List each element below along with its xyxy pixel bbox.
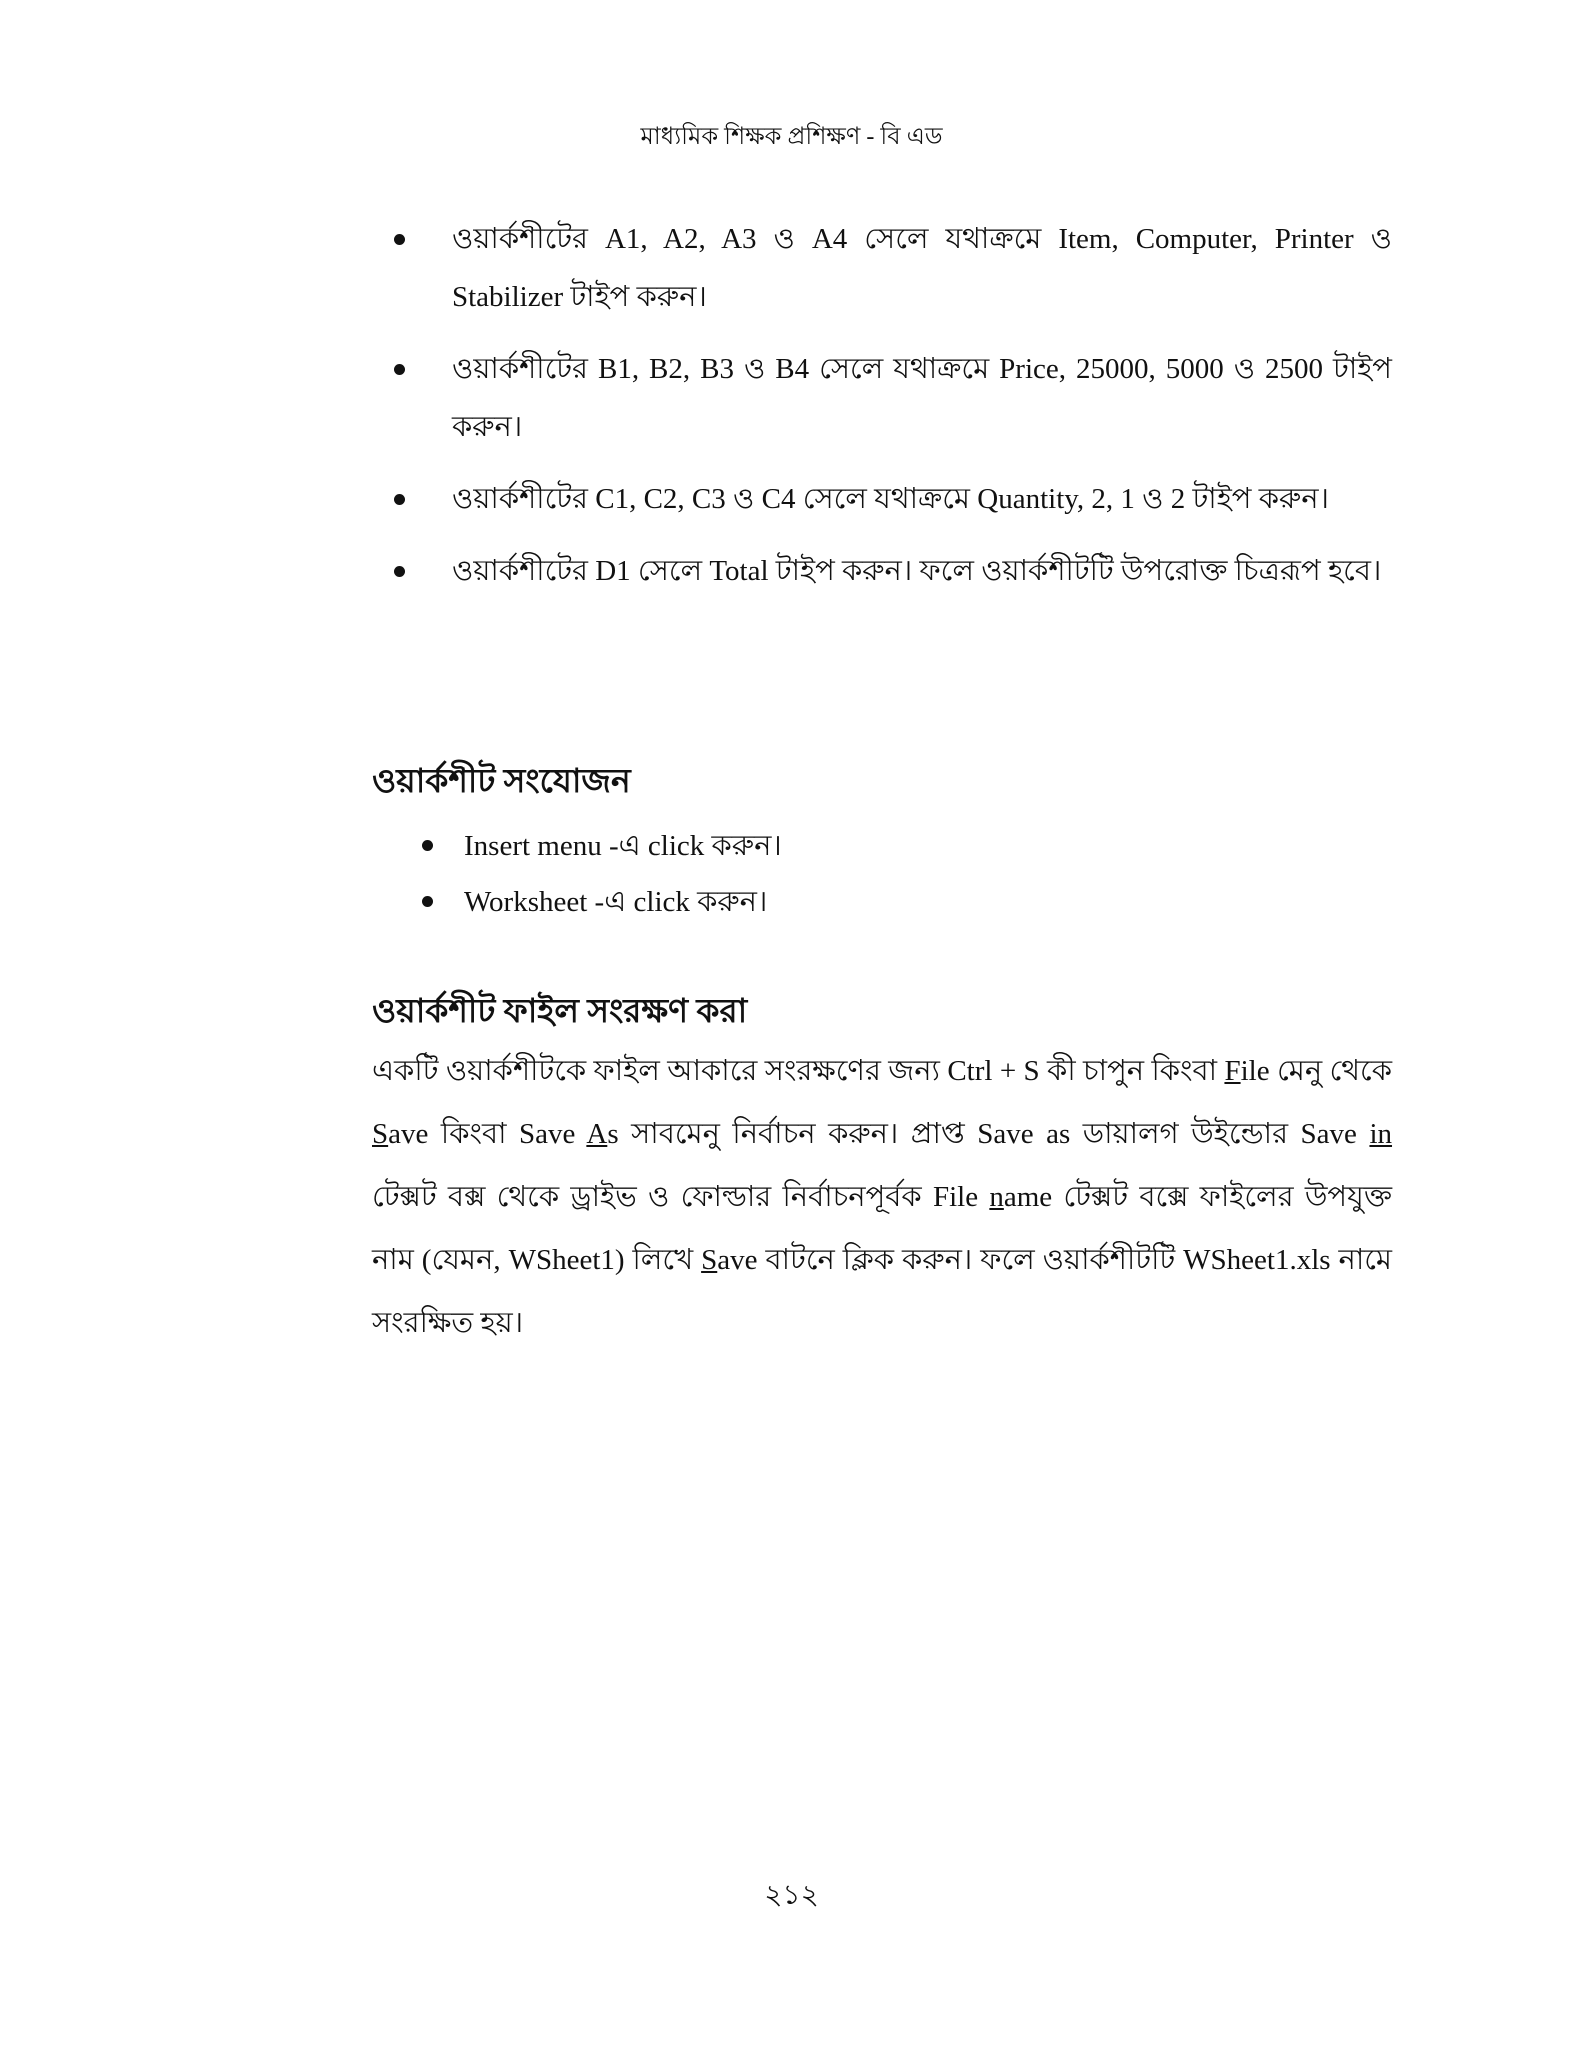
- step-text: ওয়ার্কশীটের C1, C2, C3 ও C4 সেলে যথাক্রমে Quantity, 2, 1 ও 2 টাইপ করুন।: [452, 483, 1329, 515]
- para-text: ile: [1240, 1055, 1270, 1087]
- save-instructions-paragraph: [372, 1040, 1392, 1355]
- save-in-label: in: [1369, 1118, 1393, 1150]
- running-header: মাধ্যমিক শিক্ষক প্রশিক্ষণ - বি এড: [640, 124, 943, 150]
- bullet-icon: [422, 840, 433, 851]
- para-text: কিংবা Save: [428, 1118, 587, 1150]
- bullet-icon: [394, 234, 405, 245]
- section-heading-save-worksheet: ওয়ার্কশীট ফাইল সংরক্ষণ করা: [372, 994, 748, 1030]
- save-button-accelerator-key: S: [701, 1244, 718, 1276]
- step-text: Insert menu -এ click করুন।: [464, 830, 782, 862]
- step-text: Worksheet -এ click করুন।: [464, 886, 768, 918]
- para-text: ave: [717, 1244, 758, 1276]
- bullet-icon: [394, 364, 405, 375]
- step-item-a-column: [452, 210, 1392, 326]
- para-text: সাবমেনু নির্বাচন করুন। প্রাপ্ত Save as ডায়ালগ উইন্ডোর Save: [618, 1118, 1370, 1150]
- bullet-icon: [394, 494, 405, 505]
- step-item-b-column: [452, 340, 1392, 456]
- save-accelerator-key: S: [372, 1118, 389, 1150]
- step-item-insert-menu: [464, 818, 1164, 874]
- step-item-d-column: [452, 542, 1392, 600]
- step-text: ওয়ার্কশীটের D1 সেলে Total টাইপ করুন। ফলে ওয়ার্কশীটটি উপরোক্ত চিত্ররূপ হবে।: [452, 555, 1382, 587]
- para-text: মেনু থেকে: [1269, 1055, 1392, 1087]
- file-name-accelerator-key: n: [989, 1181, 1004, 1213]
- section-heading-add-worksheet: ওয়ার্কশীট সংযোজন: [372, 764, 631, 800]
- add-worksheet-steps: [464, 818, 1164, 930]
- step-text: ওয়ার্কশীটের B1, B2, B3 ও B4 সেলে যথাক্রমে Price, 25000, 5000 ও 2500 টাইপ করুন।: [452, 353, 1392, 443]
- file-accelerator-key: F: [1224, 1055, 1241, 1087]
- bullet-icon: [422, 896, 433, 907]
- bullet-icon: [394, 566, 405, 577]
- para-text: বাটনে ক্লিক করুন। ফলে ওয়ার্কশীটটি WSheet1.xls নামে সংরক্ষিত হয়।: [372, 1244, 1392, 1339]
- para-text: s: [607, 1118, 619, 1150]
- worksheet-entry-steps: [452, 210, 1392, 614]
- page-number: ২১২: [764, 1880, 819, 1911]
- save-as-accelerator-key: A: [586, 1118, 608, 1150]
- step-item-worksheet: [464, 874, 1164, 930]
- para-text: টেক্সট বক্স থেকে ড্রাইভ ও ফোল্ডার নির্বাচনপূর্বক File: [372, 1181, 990, 1213]
- para-text: একটি ওয়ার্কশীটকে ফাইল আকারে সংরক্ষণের জন্য Ctrl + S কী চাপুন কিংবা: [372, 1055, 1225, 1087]
- para-text: ave: [388, 1118, 429, 1150]
- para-text: টেক্সট বক্সে ফাইলের উপযুক্ত নাম (যেমন, WSheet1) লিখে: [372, 1181, 1392, 1276]
- para-text: ame: [1003, 1181, 1053, 1213]
- step-item-c-column: [452, 470, 1392, 528]
- step-text: ওয়ার্কশীটের A1, A2, A3 ও A4 সেলে যথাক্রমে Item, Computer, Printer ও Stabilizer টাইপ করুন।: [452, 223, 1392, 313]
